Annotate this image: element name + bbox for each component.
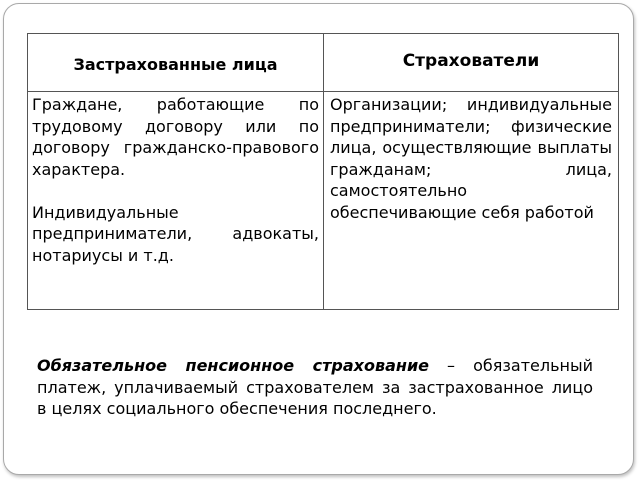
definition-text: – обязательный платеж, уплачиваемый страхователем за застрахованное лицо в целях социального обеспечения последнего. bbox=[37, 356, 593, 418]
header-insurers: Страхователи bbox=[324, 34, 619, 92]
definition-paragraph bbox=[37, 355, 593, 420]
insurers-description: Организации; индивидуальные предприниматели; физические лица, осуществляющие выплаты гражданам; лица, самостоятельно обеспечивающие себя работой bbox=[324, 92, 619, 310]
insured-persons-description: Граждане, работающие по трудовому договору или по договору гражданско-правового характера. Индивидуальные предприниматели, адвокаты, нотариусы и т.д. bbox=[28, 92, 324, 310]
table-header-row bbox=[28, 34, 619, 92]
header-insured-persons: Застрахованные лица bbox=[28, 34, 324, 92]
table-row bbox=[28, 92, 619, 310]
insurance-parties-table bbox=[27, 33, 619, 310]
definition-term: Обязательное пенсионное страхование bbox=[37, 356, 430, 375]
